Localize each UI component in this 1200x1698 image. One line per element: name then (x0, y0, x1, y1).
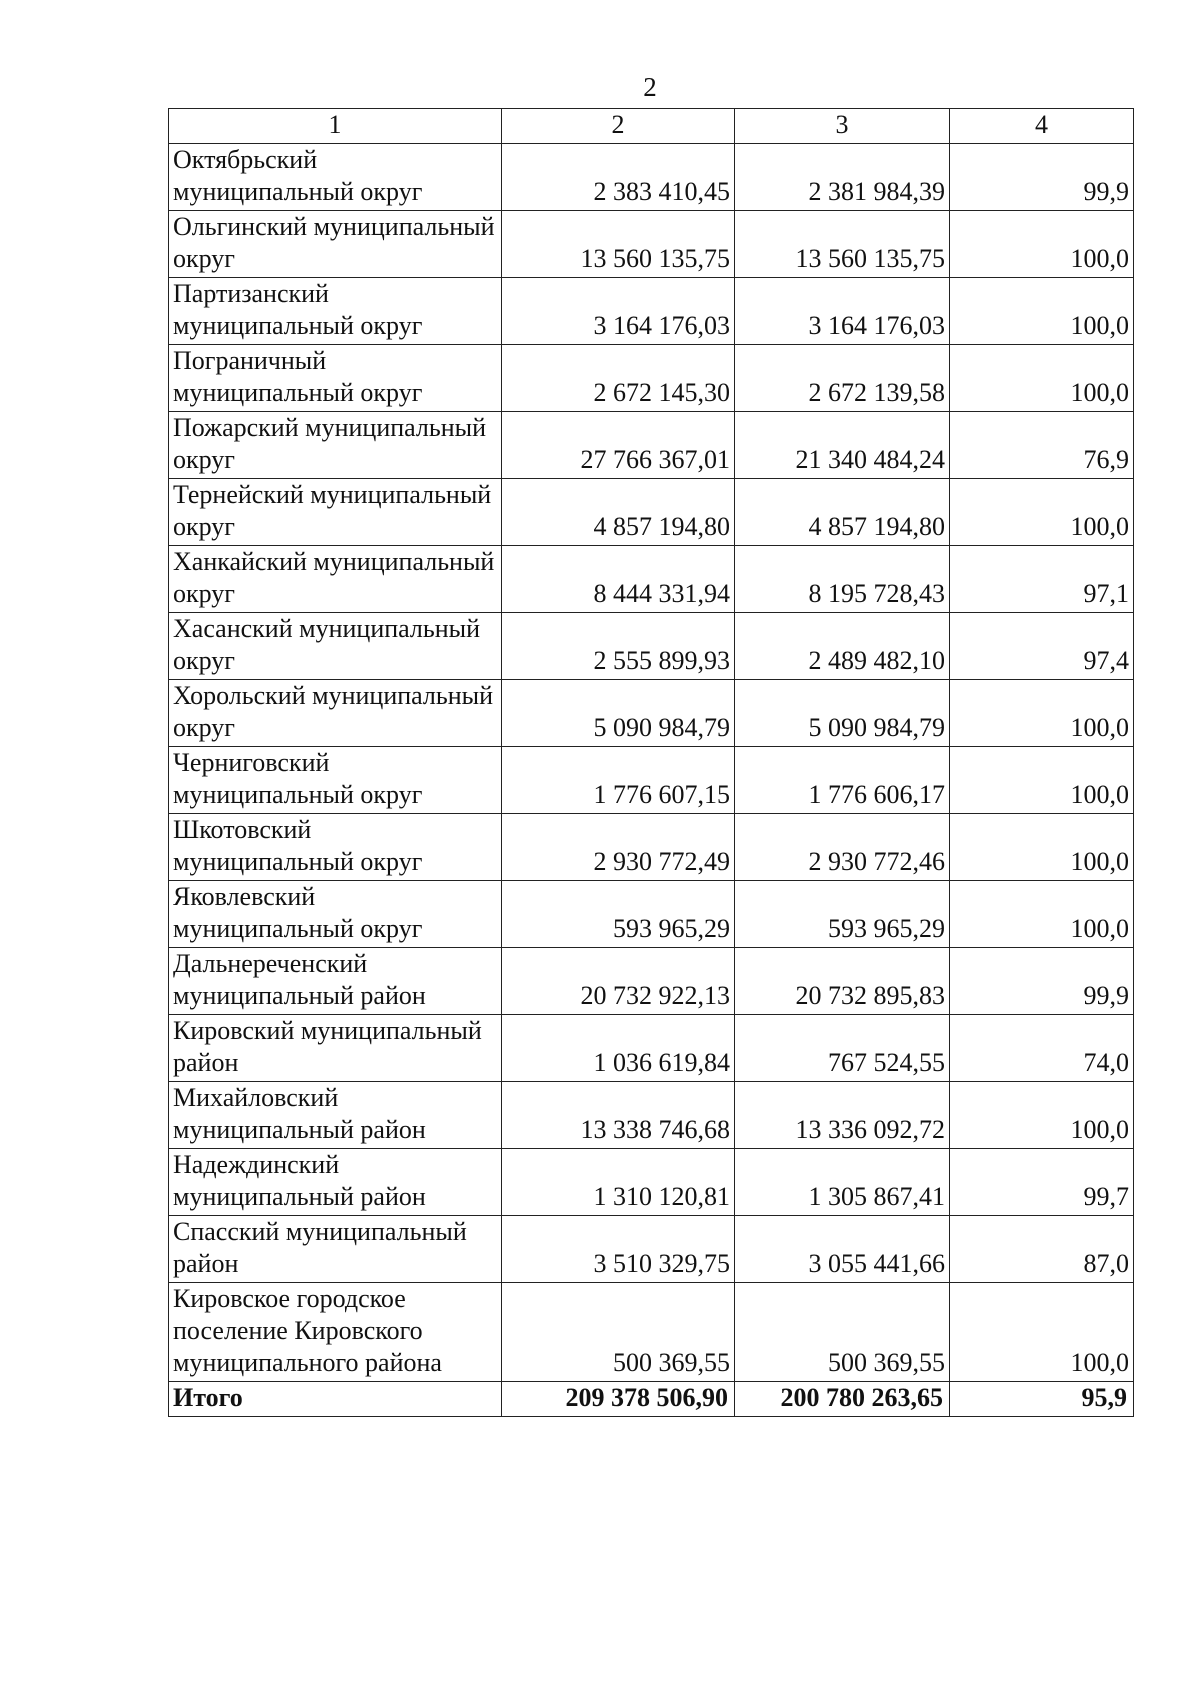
row-value-2: 2 672 145,30 (502, 345, 735, 412)
table-row (169, 881, 1134, 948)
row-value-3: 13 336 092,72 (735, 1082, 950, 1149)
table-row (169, 1149, 1134, 1216)
table-row (169, 1216, 1134, 1283)
table-row (169, 747, 1134, 814)
row-value-2: 1 310 120,81 (502, 1149, 735, 1216)
row-name: Ольгинский муниципальный округ (169, 211, 502, 278)
row-value-2: 593 965,29 (502, 881, 735, 948)
row-value-2: 2 383 410,45 (502, 144, 735, 211)
row-value-4: 99,9 (950, 948, 1134, 1015)
column-header-3: 3 (735, 109, 950, 144)
row-name: Партизанский муниципальный округ (169, 278, 502, 345)
table-row (169, 479, 1134, 546)
table-row (169, 1283, 1134, 1382)
total-value-2: 209 378 506,90 (502, 1382, 735, 1417)
row-value-2: 4 857 194,80 (502, 479, 735, 546)
row-value-4: 97,4 (950, 613, 1134, 680)
row-value-4: 99,7 (950, 1149, 1134, 1216)
column-header-1: 1 (169, 109, 502, 144)
table-row (169, 948, 1134, 1015)
table-row (169, 1082, 1134, 1149)
row-name: Октябрьский муниципальный округ (169, 144, 502, 211)
table-row (169, 278, 1134, 345)
row-name: Черниговский муниципальный округ (169, 747, 502, 814)
row-value-4: 97,1 (950, 546, 1134, 613)
row-name: Хорольский муниципальный округ (169, 680, 502, 747)
row-value-4: 74,0 (950, 1015, 1134, 1082)
row-name: Кировское городское поселение Кировского муниципального района (169, 1283, 502, 1382)
row-name: Дальнереченский муниципальный район (169, 948, 502, 1015)
row-name: Надеждинский муниципальный район (169, 1149, 502, 1216)
row-value-3: 21 340 484,24 (735, 412, 950, 479)
table-row (169, 680, 1134, 747)
row-value-4: 100,0 (950, 479, 1134, 546)
row-value-3: 2 930 772,46 (735, 814, 950, 881)
row-value-2: 2 555 899,93 (502, 613, 735, 680)
total-value-4: 95,9 (950, 1382, 1134, 1417)
row-value-2: 5 090 984,79 (502, 680, 735, 747)
row-value-4: 100,0 (950, 1283, 1134, 1382)
row-value-3: 8 195 728,43 (735, 546, 950, 613)
row-name: Яковлевский муниципальный округ (169, 881, 502, 948)
row-value-4: 100,0 (950, 680, 1134, 747)
row-value-2: 13 560 135,75 (502, 211, 735, 278)
row-name: Пожарский муниципальный округ (169, 412, 502, 479)
row-name: Михайловский муниципальный район (169, 1082, 502, 1149)
table-row (169, 814, 1134, 881)
row-value-4: 76,9 (950, 412, 1134, 479)
row-name: Хасанский муниципальный округ (169, 613, 502, 680)
table-row (169, 345, 1134, 412)
page-number: 2 (643, 72, 657, 102)
row-value-2: 3 510 329,75 (502, 1216, 735, 1283)
row-value-4: 100,0 (950, 814, 1134, 881)
row-name: Спасский муниципальный район (169, 1216, 502, 1283)
row-value-3: 593 965,29 (735, 881, 950, 948)
row-value-3: 2 381 984,39 (735, 144, 950, 211)
row-value-4: 100,0 (950, 211, 1134, 278)
row-name: Пограничный муниципальный округ (169, 345, 502, 412)
column-header-2: 2 (502, 109, 735, 144)
row-value-4: 100,0 (950, 345, 1134, 412)
row-value-3: 3 164 176,03 (735, 278, 950, 345)
row-value-2: 3 164 176,03 (502, 278, 735, 345)
row-value-2: 13 338 746,68 (502, 1082, 735, 1149)
total-label: Итого (169, 1382, 502, 1417)
total-row (169, 1382, 1134, 1417)
row-name: Шкотовский муниципальный округ (169, 814, 502, 881)
row-value-3: 767 524,55 (735, 1015, 950, 1082)
row-value-3: 1 305 867,41 (735, 1149, 950, 1216)
row-value-4: 87,0 (950, 1216, 1134, 1283)
row-value-4: 100,0 (950, 1082, 1134, 1149)
table-row (169, 1015, 1134, 1082)
table-row (169, 412, 1134, 479)
row-value-4: 100,0 (950, 747, 1134, 814)
table-row (169, 144, 1134, 211)
row-name: Кировский муниципальный район (169, 1015, 502, 1082)
row-value-3: 13 560 135,75 (735, 211, 950, 278)
row-value-3: 3 055 441,66 (735, 1216, 950, 1283)
row-value-3: 500 369,55 (735, 1283, 950, 1382)
total-value-3: 200 780 263,65 (735, 1382, 950, 1417)
table-row (169, 211, 1134, 278)
row-value-2: 1 036 619,84 (502, 1015, 735, 1082)
row-value-3: 1 776 606,17 (735, 747, 950, 814)
row-value-2: 27 766 367,01 (502, 412, 735, 479)
row-value-4: 99,9 (950, 144, 1134, 211)
table-row (169, 613, 1134, 680)
row-value-2: 2 930 772,49 (502, 814, 735, 881)
row-value-3: 2 489 482,10 (735, 613, 950, 680)
row-value-2: 1 776 607,15 (502, 747, 735, 814)
row-value-2: 20 732 922,13 (502, 948, 735, 1015)
row-value-4: 100,0 (950, 881, 1134, 948)
row-value-3: 5 090 984,79 (735, 680, 950, 747)
column-header-4: 4 (950, 109, 1134, 144)
row-name: Ханкайский муниципальный округ (169, 546, 502, 613)
row-value-2: 500 369,55 (502, 1283, 735, 1382)
row-value-4: 100,0 (950, 278, 1134, 345)
header-row (169, 109, 1134, 144)
table-row (169, 546, 1134, 613)
row-value-3: 4 857 194,80 (735, 479, 950, 546)
row-name: Тернейский муниципальный округ (169, 479, 502, 546)
row-value-3: 2 672 139,58 (735, 345, 950, 412)
row-value-3: 20 732 895,83 (735, 948, 950, 1015)
row-value-2: 8 444 331,94 (502, 546, 735, 613)
data-table (168, 108, 1134, 1417)
